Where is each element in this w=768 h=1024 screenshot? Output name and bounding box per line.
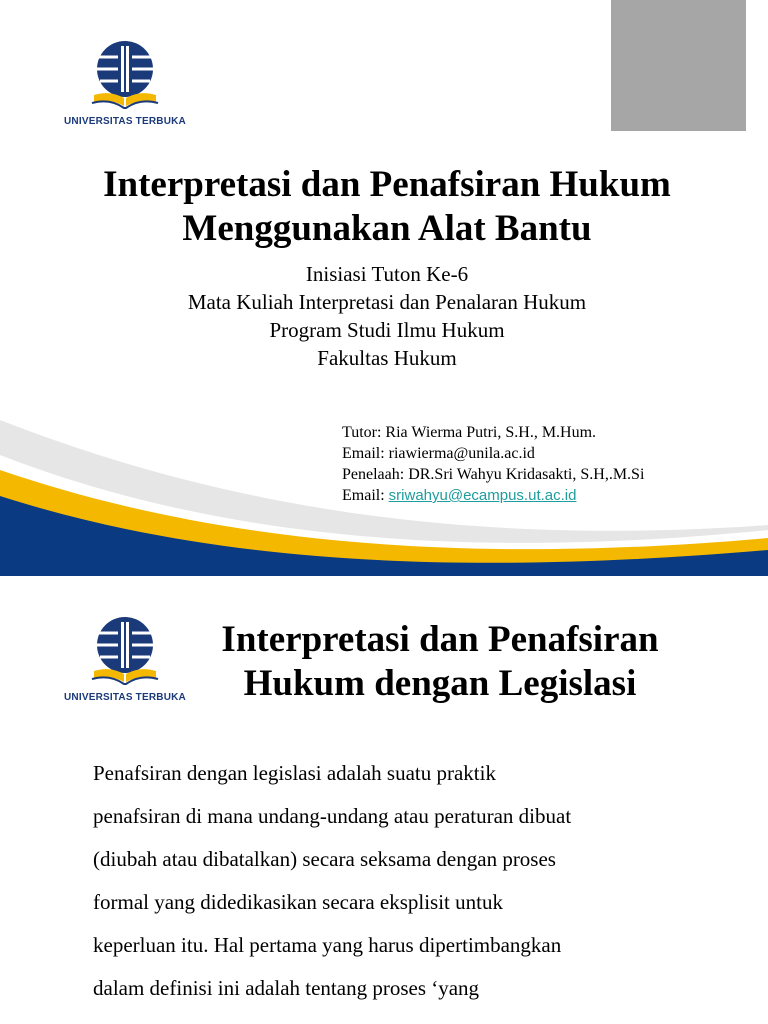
slide-body	[93, 752, 733, 1010]
slide-title	[190, 618, 690, 706]
body-line: (diubah atau dibatalkan) secara seksama dengan proses	[93, 847, 556, 871]
title-line: Interpretasi dan Penafsiran Hukum	[103, 164, 671, 205]
body-line: Penafsiran dengan legislasi adalah suatu praktik	[93, 761, 496, 785]
tutor-name: Tutor: Ria Wierma Putri, S.H., M.Hum.	[342, 424, 597, 441]
subtitle-line: Fakultas Hukum	[317, 346, 457, 370]
body-line: formal yang didedikasikan secara eksplisit untuk	[93, 890, 503, 914]
tutor-email: Email: riawierma@unila.ac.id	[342, 445, 535, 462]
title-line: Interpretasi dan Penafsiran	[221, 619, 659, 660]
university-logo	[60, 616, 190, 703]
globe-book-icon	[60, 40, 190, 116]
reviewer-name: Penelaah: DR.Sri Wahyu Kridasakti, S.H,.M.Si	[342, 466, 645, 483]
slide-title	[0, 163, 768, 251]
reviewer-email	[342, 485, 644, 506]
title-line: Menggunakan Alat Bantu	[182, 208, 592, 249]
subtitle-line: Mata Kuliah Interpretasi dan Penalaran Hukum	[187, 290, 587, 314]
globe-book-icon	[60, 616, 190, 692]
slide-subtitle	[0, 260, 768, 372]
logo-text: UNIVERSITAS TERBUKA	[64, 692, 186, 703]
subtitle-line: Inisiasi Tuton Ke-6	[305, 262, 469, 286]
slide-2	[0, 576, 768, 1024]
body-line: dalam definisi ini adalah tentang proses ‘yang	[93, 976, 480, 1000]
title-line: Hukum dengan Legislasi	[243, 663, 637, 704]
reviewer-email-label: Email:	[342, 487, 389, 504]
logo-text: UNIVERSITAS TERBUKA	[64, 116, 186, 127]
contact-info	[342, 422, 644, 506]
university-logo	[60, 40, 190, 127]
gray-placeholder-box	[611, 0, 746, 131]
subtitle-line: Program Studi Ilmu Hukum	[269, 318, 505, 342]
body-line: keperluan itu. Hal pertama yang harus dipertimbangkan	[93, 933, 562, 957]
body-line: penafsiran di mana undang-undang atau peraturan dibuat	[93, 804, 572, 828]
reviewer-email-link[interactable]: sriwahyu@ecampus.ut.ac.id	[388, 487, 577, 504]
